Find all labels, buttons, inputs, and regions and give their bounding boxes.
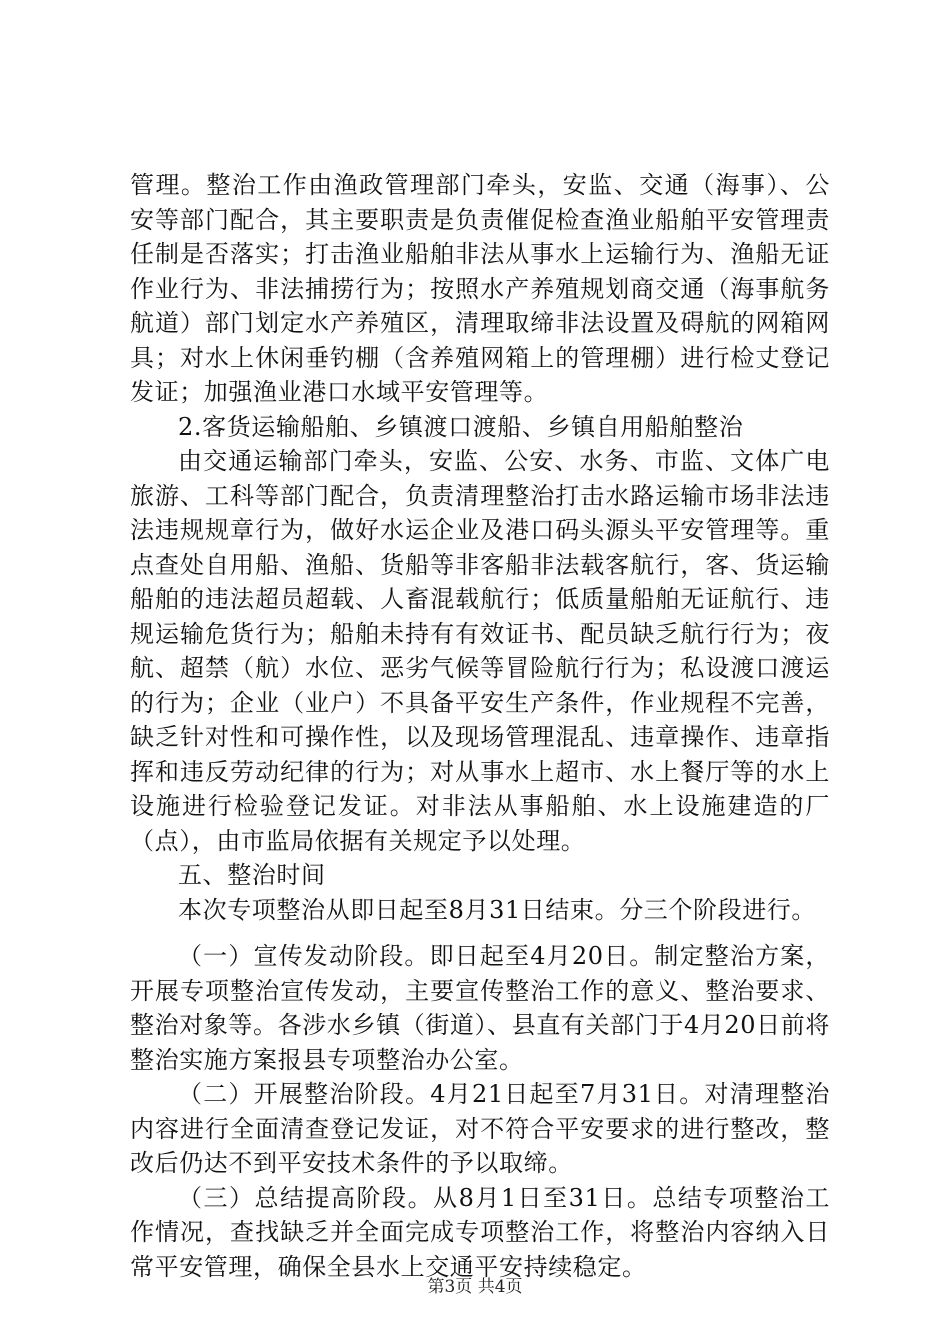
document-body [130, 168, 830, 1284]
paragraph-schedule-intro: 本次专项整治从即日起至8月31日结束。分三个阶段进行。 [178, 895, 817, 924]
section-heading-transport-vessels: 2.客货运输船舶、乡镇渡口渡船、乡镇自用船舶整治 [178, 412, 744, 441]
paragraph-phase-two: （二）开展整治阶段。4月21日起至7月31日。对清理整治内容进行全面清查登记发证，对不符合平安要求的进行整改，整改后仍达不到平安技术条件的予以取缔。 [130, 1080, 830, 1177]
paragraph-transport-duties: 由交通运输部门牵头，安监、公安、水务、市监、文体广电旅游、工科等部门配合，负责清理整治打击水路运输市场非法违法违规规章行为，做好水运企业及港口码头源头平安管理等。重点查处自用船、渔船、货船等非客船非法载客航行，客、货运输船舶的违法超员超载、人畜混载航行；低质量船舶无证航行、违规运输危货行为；船舶未持有有效证书、配员缺乏航行行为；夜航、超禁（航）水位、恶劣气候等冒险航行行为；私设渡口渡运的行为；企业（业户）不具备平安生产条件，作业规程不完善，缺乏针对性和可操作性，以及现场管理混乱、违章操作、违章指挥和违反劳动纪律的行为；对从事水上超市、水上餐厅等的水上设施进行检验登记发证。对非法从事船舶、水上设施建造的厂（点），由市监局依据有关规定予以处理。 [130, 447, 830, 855]
page-footer: 第3页 共4页 [427, 1277, 523, 1297]
section-heading-schedule: 五、整治时间 [178, 861, 326, 889]
paragraph-fishery-management: 管理。整治工作由渔政管理部门牵头，安监、交通（海事）、公安等部门配合，其主要职责是负责催促检查渔业船舶平安管理责任制是否落实；打击渔业船舶非法从事水上运输行为、渔船无证作业行为、非法捕捞行为；按照水产养殖规划商交通（海事航务航道）部门划定水产养殖区，清理取缔非法设置及碍航的网箱网具；对水上休闲垂钓棚（含养殖网箱上的管理棚）进行检丈登记发证；加强渔业港口水域平安管理等。 [130, 171, 830, 406]
paragraph-phase-one: （一）宣传发动阶段。即日起至4月20日。制定整治方案，开展专项整治宣传发动，主要宣传整治工作的意义、整治要求、整治对象等。各涉水乡镇（街道）、县直有关部门于4月20日前将整治实施方案报县专项整治办公室。 [130, 942, 830, 1074]
paragraph-phase-three: （三）总结提高阶段。从8月1日至31日。总结专项整治工作情况，查找缺乏并全面完成专项整治工作，将整治内容纳入日常平安管理，确保全县水上交通平安持续稳定。 [130, 1183, 830, 1281]
